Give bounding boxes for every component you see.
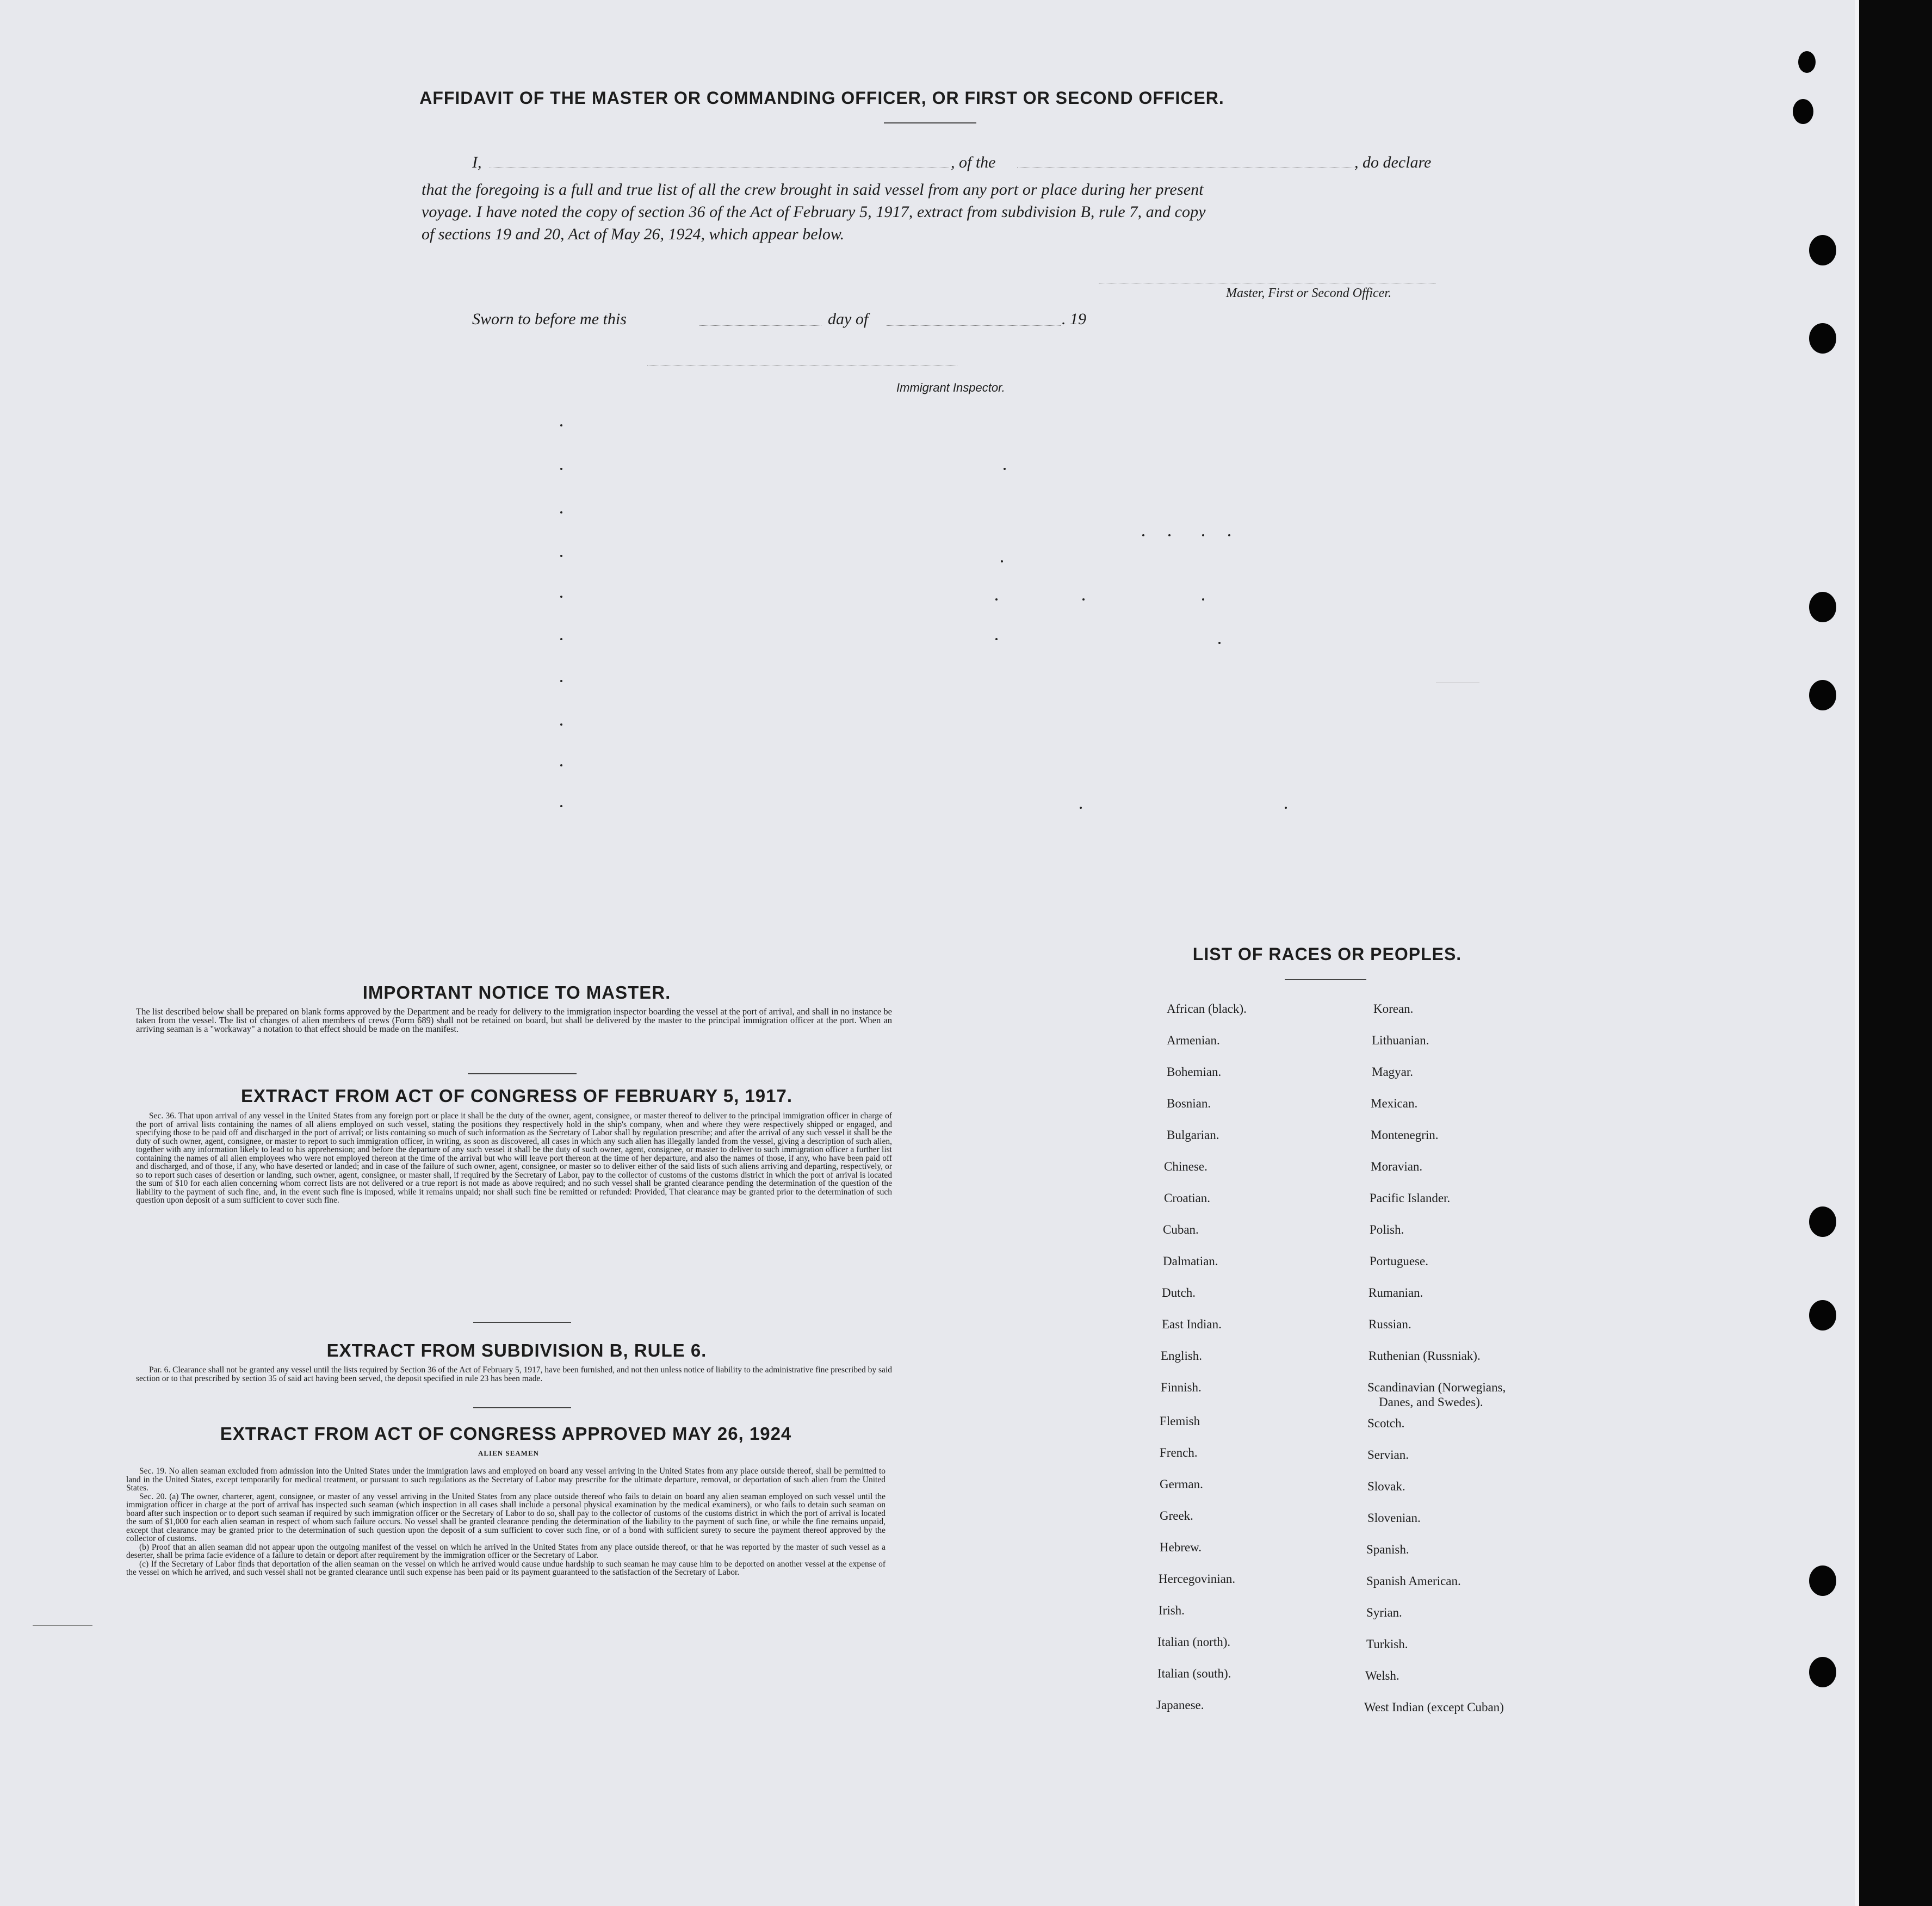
stray-mark xyxy=(560,638,562,640)
race-item: Lithuanian. xyxy=(1372,1034,1429,1047)
race-item: Finnish. xyxy=(1161,1381,1202,1394)
inspector-label: Immigrant Inspector. xyxy=(896,381,1005,394)
race-item: West Indian (except Cuban) xyxy=(1364,1700,1504,1714)
race-item: Hebrew. xyxy=(1160,1540,1202,1554)
race-item: Syrian. xyxy=(1366,1606,1402,1619)
race-item: Italian (south). xyxy=(1157,1667,1231,1680)
sworn-month-field[interactable] xyxy=(887,325,1061,326)
stray-mark xyxy=(1082,598,1085,601)
race-item: Scandinavian (Norwegians, xyxy=(1367,1381,1506,1394)
margin-line xyxy=(33,1625,92,1626)
stray-mark xyxy=(1218,642,1221,644)
race-item: Irish. xyxy=(1159,1604,1185,1617)
race-item: Croatian. xyxy=(1164,1191,1210,1205)
race-item: African (black). xyxy=(1167,1002,1247,1016)
stray-mark xyxy=(1202,534,1204,536)
race-item: Flemish xyxy=(1160,1414,1200,1428)
notice-divider xyxy=(468,1073,577,1074)
stray-mark xyxy=(560,555,562,557)
races-divider xyxy=(1285,979,1366,980)
stray-mark xyxy=(995,598,998,601)
stray-mark xyxy=(560,723,562,726)
extract-1917-body: Sec. 36. That upon arrival of any vessel in the United States from any foreign port or place it shall be the duty of the owner, agent, consignee, or master thereof to deliver to the principal immigration officer in charge of the port of arrival lists containing the names of all aliens employed on such vessel, stating the positions they respectively hold in the ship's company, when and where they were respectively shipped or engaged, and specifying those to be paid off and discharged in the port of arrival; or lists containing so much of such information as the Secretary of Labor shall by regulation prescribe; and after the arrival of any such vessel it shall be the duty of such owner, agent, consignee, or master to report to such immigration officer, in writing, as soon as discovered, all cases in which any such alien has illegally landed from the vessel, giving a description of such alien, together with any information likely to lead to his apprehension; and before the departure of any such vessel it shall be the duty of such owner, agent, consignee, or master to deliver to such immigration officer a further list containing the names of all alien employees who were not employed thereon at the time of the arrival but who will leave port thereon at the time of her departure, and also the names of those, if any, who have been paid off and discharged, and of those, if any, who have deserted or landed; and in case of the failure of such owner, agent, consignee, or master so to deliver either of the said lists of such aliens arriving and departing, respectively, or so to report such cases of desertion or landing, such owner, agent, consignee, or master shall, if required by the Secretary of Labor, pay to the collector of customs of the customs district in which the port of arrival is located the sum of $10 for each alien concerning whom correct lists are not delivered or a true report is not made as above required; and no such vessel shall be granted clearance pending the determination of the question of the liability to the payment of such fine, and, in the event such fine is imposed, while it remains unpaid; nor shall such fine be remitted or refunded: Provided, That clearance may be granted prior to the determination of such question upon deposit of a sum sufficient to cover such fine. xyxy=(136,1111,892,1205)
race-item: Dalmatian. xyxy=(1163,1254,1218,1268)
stray-mark xyxy=(560,764,562,766)
affidavit-text-line: that the foregoing is a full and true list of all the crew brought in said vessel from any port or place during her present xyxy=(422,181,1204,199)
race-item: Scotch. xyxy=(1367,1416,1405,1430)
race-item: Turkish. xyxy=(1366,1637,1408,1651)
binder-hole xyxy=(1809,1206,1836,1237)
stray-mark xyxy=(560,424,562,426)
race-item: Servian. xyxy=(1367,1448,1409,1462)
notice-body: The list described below shall be prepared on blank forms approved by the Department and be ready for delivery to the immigration inspector boarding the vessel at the port of arrival, and shall in no instance be taken from the vessel. The list of changes of alien members of crews (Form 689) shall not be retained on board, but shall be delivered by the master to the principal immigration officer at the port. When an arriving seaman is a "workaway" a notation to that effect should be made on the manifest. xyxy=(136,1006,892,1034)
race-item: Korean. xyxy=(1373,1002,1414,1016)
binder-hole xyxy=(1809,680,1836,710)
stray-mark xyxy=(560,596,562,598)
race-item: German. xyxy=(1160,1477,1203,1491)
affidavit-i-label: I, xyxy=(472,153,482,171)
day-of-label: day of xyxy=(828,310,869,328)
race-item: Greek. xyxy=(1160,1509,1193,1523)
sec-20a-text: Sec. 20. (a) The owner, charterer, agent, consignee, or master of any vessel arriving in the United States from any place outside thereof who fails to detain on board any alien seaman employed on such vessel until the immigration officer in charge at the port of arrival has inspected such seaman (which inspection in all cases shall include a personal physical examination by the medical examiners), or who fails to detain such seaman on board after such inspection or to deport such seaman if required by such immigration officer or the Secretary of Labor to do so, shall pay to the collector of customs of the customs district in which the port of arrival is located the sum of $1,000 for each alien seaman in respect of whom such failure occurs. No vessel shall be granted clearance pending the determination of the liability to the payment of such fine, or while the fine remains unpaid, except that clearance may be granted prior to the determination of such question upon the deposit of a sum sufficient to cover such fine, or of a bond with sufficient surety to secure the payment thereof approved by the collector of customs. xyxy=(126,1492,886,1543)
sec-20c-text: (c) If the Secretary of Labor finds that deportation of the alien seaman on the vessel on which he arrived would cause undue hardship to such seaman he may cause him to be deported on another vessel at the expense of the vessel on which he arrived, and such vessel shall not be granted clearance until such expense has been paid or its payment guaranteed to the satisfaction of the Secretary of Labor. xyxy=(126,1559,886,1577)
notice-title: IMPORTANT NOTICE TO MASTER. xyxy=(362,982,671,1002)
race-item: English. xyxy=(1161,1349,1203,1363)
binder-hole xyxy=(1809,1657,1836,1687)
extract-rule6-title: EXTRACT FROM SUBDIVISION B, RULE 6. xyxy=(326,1340,707,1360)
race-item: Welsh. xyxy=(1365,1669,1400,1682)
race-item: Rumanian. xyxy=(1369,1286,1423,1299)
race-item: Armenian. xyxy=(1167,1034,1220,1047)
race-item: French. xyxy=(1160,1446,1198,1459)
race-item: Ruthenian (Russniak). xyxy=(1369,1349,1481,1363)
stray-mark xyxy=(1001,560,1003,562)
race-item: Montenegrin. xyxy=(1371,1128,1439,1142)
stray-mark xyxy=(560,511,562,513)
race-item: Bohemian. xyxy=(1167,1065,1222,1079)
race-item: Dutch. xyxy=(1162,1286,1196,1299)
affidavit-text-line: voyage. I have noted the copy of section 36 of the Act of February 5, 1917, extract from subdivision B, rule 7, and copy xyxy=(422,203,1206,221)
sec-19-text: Sec. 19. No alien seaman excluded from admission into the United States under the immigration laws and employed on board any vessel arriving in the United States from any place outside thereof, shall be permitted to land in the United States, except temporarily for medical treatment, or pursuant to such regulations as the Secretary of Labor may prescribe for the ultimate departure, removal, or deportation of such alien from the United States. xyxy=(126,1466,886,1493)
race-item: Japanese. xyxy=(1156,1698,1204,1712)
stray-mark xyxy=(560,468,562,470)
binder-hole xyxy=(1809,1565,1836,1596)
races-title: LIST OF RACES OR PEOPLES. xyxy=(1192,944,1462,964)
extract-1924-subtitle: ALIEN SEAMEN xyxy=(478,1449,540,1457)
extract-1917-title: EXTRACT FROM ACT OF CONGRESS OF FEBRUARY 5, 1917. xyxy=(240,1086,793,1106)
sec-20b-text: (b) Proof that an alien seaman did not appear upon the outgoing manifest of the vessel on which he arrived in the United States from any place outside thereof, or that he was reported by the master of such vessel as a deserter, shall be prima facie evidence of a failure to detain or deport after requirement by the immigration officer or the Secretary of Labor. xyxy=(126,1542,886,1560)
affidavit-text-line: of sections 19 and 20, Act of May 26, 1924, which appear below. xyxy=(422,225,845,243)
stray-mark xyxy=(560,805,562,807)
extract-rule6-divider xyxy=(473,1407,571,1408)
affidavit-divider xyxy=(884,122,976,123)
stray-mark xyxy=(995,638,998,640)
race-item: Hercegovinian. xyxy=(1159,1572,1236,1586)
race-item: Spanish. xyxy=(1366,1543,1409,1556)
sworn-label: Sworn to before me this xyxy=(472,310,627,328)
extract-1924-body xyxy=(126,1467,886,1577)
stray-mark xyxy=(1168,534,1171,536)
race-item: Italian (north). xyxy=(1157,1635,1231,1649)
binder-hole xyxy=(1798,51,1816,73)
race-item: Pacific Islander. xyxy=(1370,1191,1451,1205)
affidavit-of-the-label: , of the xyxy=(951,153,996,171)
binder-hole xyxy=(1809,235,1836,265)
race-item: Mexican. xyxy=(1371,1097,1418,1110)
stray-mark xyxy=(1202,598,1204,601)
signature-label: Master, First or Second Officer. xyxy=(1226,286,1391,300)
race-item: Russian. xyxy=(1369,1317,1411,1331)
binder-hole xyxy=(1793,99,1813,124)
stray-mark xyxy=(560,680,562,682)
affidavit-do-declare-label: , do declare xyxy=(1354,153,1432,171)
stray-mark xyxy=(1142,534,1144,536)
race-item: Polish. xyxy=(1370,1223,1404,1236)
race-item: East Indian. xyxy=(1162,1317,1222,1331)
binder-hole xyxy=(1809,592,1836,622)
sworn-day-field[interactable] xyxy=(699,325,821,326)
year-label: . 19 xyxy=(1062,310,1086,328)
race-item: Moravian. xyxy=(1371,1160,1423,1173)
extract-rule6-body: Par. 6. Clearance shall not be granted any vessel until the lists required by Section 36 of the Act of February 5, 1917, have been furnished, and not then unless notice of liability to the administrative fine prescribed by said section or to that prescribed by section 35 of said act having been served, the deposit specified in rule 23 has been made. xyxy=(136,1365,892,1383)
stray-mark xyxy=(1080,807,1082,809)
race-item: Magyar. xyxy=(1372,1065,1414,1079)
race-item: Spanish American. xyxy=(1366,1574,1461,1588)
race-item: Slovenian. xyxy=(1367,1511,1421,1525)
stray-mark xyxy=(1228,534,1230,536)
page-edge xyxy=(1855,0,1859,1906)
race-item-continuation: Danes, and Swedes). xyxy=(1379,1395,1483,1409)
race-item: Bulgarian. xyxy=(1167,1128,1219,1142)
stray-mark xyxy=(1004,468,1006,470)
binder-hole xyxy=(1809,323,1836,354)
race-item: Chinese. xyxy=(1164,1160,1208,1173)
binder-hole xyxy=(1809,1300,1836,1331)
affidavit-title: AFFIDAVIT OF THE MASTER OR COMMANDING OFFICER, OR FIRST OR SECOND OFFICER. xyxy=(419,88,1224,108)
race-item: Bosnian. xyxy=(1167,1097,1211,1110)
race-item: Portuguese. xyxy=(1370,1254,1428,1268)
race-item: Slovak. xyxy=(1367,1480,1405,1493)
race-item: Cuban. xyxy=(1163,1223,1199,1236)
extract-1924-title: EXTRACT FROM ACT OF CONGRESS APPROVED MAY 26, 1924 xyxy=(220,1424,792,1444)
stray-mark xyxy=(1285,807,1287,809)
extract-1917-divider xyxy=(473,1322,571,1323)
